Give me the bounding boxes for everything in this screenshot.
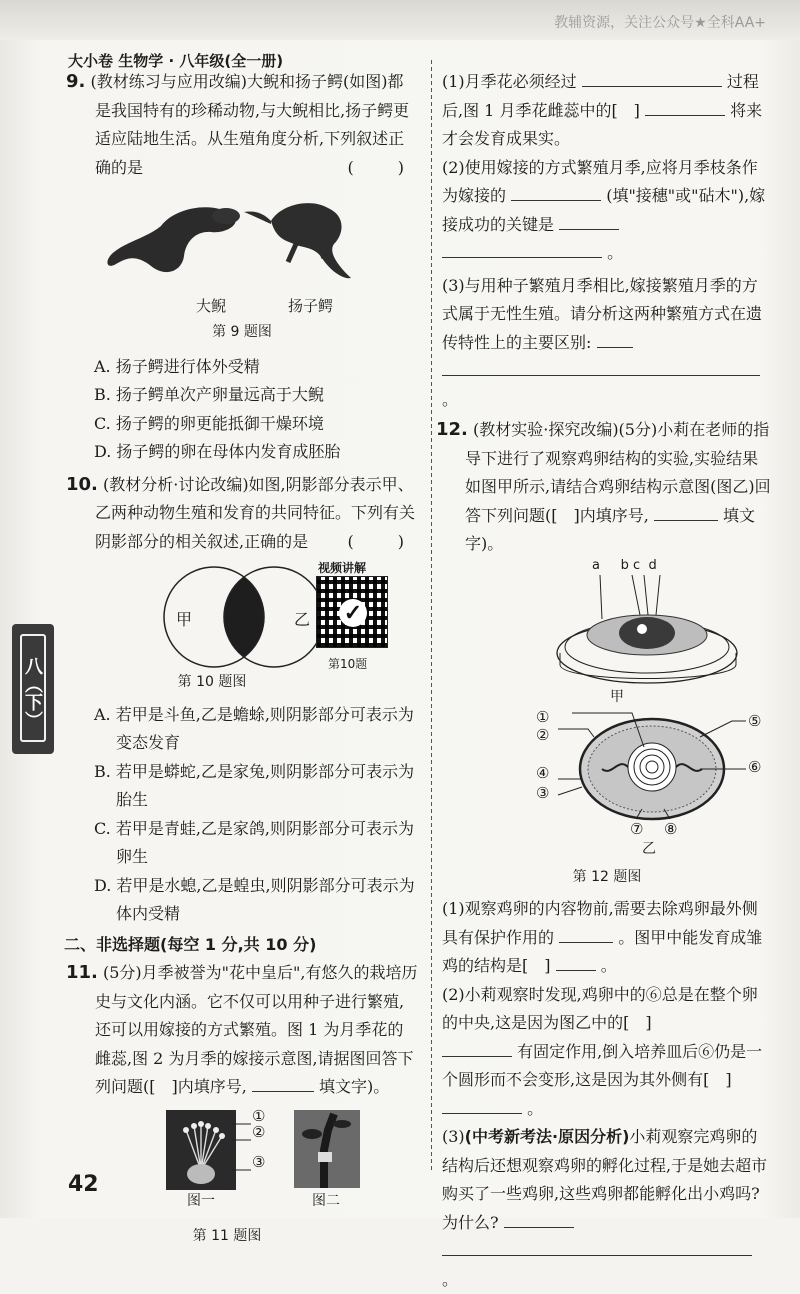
question-number: 10.: [66, 473, 98, 495]
page-number: 42: [68, 1172, 99, 1197]
answer-blank[interactable]: [442, 1039, 512, 1057]
sub-question-text: 。: [527, 1098, 544, 1118]
figure-label: 扬子鳄: [288, 297, 334, 315]
figure-label: 甲: [610, 688, 624, 705]
watermark: 教辅资源，关注公众号★全科AA+: [554, 15, 766, 31]
answer-blank[interactable]: [654, 503, 718, 521]
pistil-icon: [166, 1110, 236, 1190]
tag-label: (中考新考法·原因分析): [464, 1127, 630, 1146]
answer-bracket: ( ): [347, 531, 418, 551]
right-column: [436, 68, 772, 1294]
pistil-label-3: ③: [252, 1152, 266, 1171]
question-stem: (5分)月季被誉为"花中皇后",有悠久的栽培历史与文化内涵。它不仅可以用种子进行繁殖,还可以用嫁接的方式繁殖。图 1 为月季花的雌蕊,图 2 为月季的嫁接示意图,请据图回答下列问题([ ]内填序号,: [95, 963, 418, 1096]
figure-10: [66, 560, 418, 678]
question-11: [66, 959, 418, 1102]
answer-blank[interactable]: [442, 1238, 752, 1256]
column-divider: [431, 60, 432, 1170]
question-stem: (教材分析·讨论改编)如图,阴影部分表示甲、乙两种动物生殖和发育的共同特征。下列有关阴影部分的相关叙述,正确的是: [95, 474, 416, 551]
answer-blank[interactable]: [556, 953, 596, 971]
qr-code[interactable]: [316, 576, 388, 648]
figure-caption: 第 12 题图: [572, 868, 642, 885]
answer-blank[interactable]: [442, 1096, 522, 1114]
sub-question-text: 。图甲中能发育成雏鸡的结构是[ ]: [442, 927, 763, 975]
giant-salamander-icon: [107, 207, 240, 272]
figure-caption: 第 9 题图: [212, 324, 272, 340]
sub-question-text: (3)与用种子繁殖月季相比,嫁接繁殖月季的方式属于无性生殖。请分析这两种繁殖方式在遗传特性上的主要区别:: [442, 275, 763, 352]
figure-12-a: [442, 557, 772, 705]
label-c: c: [633, 557, 641, 573]
animals-illustration: [66, 186, 418, 296]
answer-blank[interactable]: [511, 183, 601, 201]
qr-title: 视频讲解: [318, 561, 367, 575]
question-12: [436, 416, 772, 559]
question-stem: (教材实验·探究改编)(5分)小莉在老师的指导下进行了观察鸡卵结构的实验,实验结果如图甲所示,请结合鸡卵结构示意图(图乙)回答下列问题([ ]内填序号,: [465, 420, 771, 525]
answer-blank[interactable]: [442, 240, 602, 258]
answer-blank[interactable]: [582, 69, 722, 87]
section-heading: 二、非选择题(每空 1 分,共 10 分): [64, 934, 317, 954]
question-number: 11.: [66, 962, 98, 983]
answer-blank[interactable]: [559, 925, 613, 943]
chinese-alligator-icon: [244, 203, 351, 278]
q12-sub3: [442, 1123, 772, 1294]
option-b[interactable]: B. 扬子鳄单次产卵量远高于大鲵: [94, 385, 324, 404]
book-header: 大小卷 生物学 · 八年级(全一册): [68, 52, 284, 70]
answer-bracket: ( ): [347, 157, 418, 177]
venn-label-right: 乙: [294, 610, 311, 629]
question-stem-end: 填文字)。: [319, 1077, 390, 1096]
label-b: b: [620, 557, 629, 573]
q11-sub2: [442, 154, 772, 268]
question-9: [66, 68, 418, 182]
egg-label-4: ④: [536, 763, 550, 782]
sub-question-text: (2)使用嫁接的方式繁殖月季,应将月季枝条作为嫁接的: [442, 157, 758, 205]
label-d: d: [648, 557, 657, 573]
sub-question-text: 小莉观察完鸡卵的结构后还想观察鸡卵的孵化过程,于是她去超市购买了一些鸡卵,这些鸡卵都能孵化出小鸡吗?为什么?: [442, 1127, 768, 1232]
answer-blank[interactable]: [442, 358, 760, 376]
top-bar: [0, 0, 800, 40]
sub-question-text: (2)小莉观察时发现,鸡卵中的⑥总是在整个卵的中央,这是因为图乙中的[ ]: [442, 984, 758, 1032]
figure-9: [66, 186, 418, 324]
figure-label: 乙: [642, 840, 656, 857]
question-stem-end: 填文字)。: [465, 505, 756, 553]
figure-caption: 第 10 题图: [177, 674, 247, 690]
figure-label: 图一: [187, 1192, 215, 1209]
egg-label-2: ②: [536, 725, 550, 744]
egg-label-5: ⑤: [748, 711, 762, 730]
question-stem: (教材练习与应用改编)大鲵和扬子鳄(如图)都是我国特有的珍稀动物,与大鲵相比,扬子鳄更适应陆地生活。从生殖角度分析,下列叙述正确的是: [90, 72, 410, 177]
left-column: [66, 68, 418, 1250]
question-number: 9.: [66, 71, 86, 92]
qr-caption: 第10题: [328, 657, 368, 671]
option-a[interactable]: A. 扬子鳄进行体外受精: [94, 356, 260, 376]
egg-label-8: ⑧: [664, 819, 678, 838]
figure-label: 大鲵: [196, 297, 227, 315]
venn-diagram: [144, 562, 344, 672]
egg-label-7: ⑦: [630, 819, 644, 838]
figure-caption: 第 11 题图: [192, 1227, 262, 1244]
sub-question-text: 。: [600, 956, 617, 975]
egg-top-labels: [592, 559, 657, 573]
question-number: 12.: [436, 419, 468, 440]
pistil-photo: [166, 1110, 236, 1190]
sub-question-text: (3): [442, 1127, 465, 1146]
sub-question-text: 过程后,图 1 月季花雌蕊中的[ ]: [442, 72, 759, 120]
q11-sub1: [442, 68, 772, 154]
figure-12-b: [442, 707, 772, 857]
sub-question-text: 将来才会发育成果实。: [442, 100, 763, 148]
option-d[interactable]: D. 扬子鳄的卵在母体内发育成胚胎: [94, 442, 341, 461]
answer-blank[interactable]: [252, 1074, 314, 1092]
q11-sub3: [442, 272, 772, 415]
sub-question-text: 。: [607, 243, 624, 262]
egg-label-1: ①: [536, 707, 550, 726]
answer-blank[interactable]: [597, 330, 633, 348]
q12-sub1: [442, 895, 772, 981]
grafting-icon: [294, 1110, 360, 1188]
egg-structure-diagram: [532, 707, 772, 827]
option-c[interactable]: C. 扬子鳄的卵更能抵御干燥环境: [94, 413, 324, 433]
option-a[interactable]: A. 若甲是斗鱼,乙是蟾蜍,则阴影部分可表示为变态发育: [94, 704, 414, 752]
sub-question-text: (填"接穗"或"砧木"),嫁接成功的关键是: [442, 186, 766, 234]
figure-label: 图二: [312, 1192, 340, 1209]
pistil-label-2: ②: [252, 1122, 266, 1141]
venn-label-left: 甲: [176, 610, 193, 629]
sub-question-text: (1)观察鸡卵的内容物前,需要去除鸡卵最外侧具有保护作用的: [442, 899, 758, 947]
sub-question-text: (1)月季花必须经过: [442, 72, 577, 91]
figure-11: [66, 1106, 418, 1218]
grafting-photo: [294, 1110, 360, 1188]
egg-label-6: ⑥: [748, 757, 762, 776]
checkmark-icon: ✓: [339, 599, 367, 627]
chapter-tab-label: 八（下）: [20, 634, 46, 742]
option-d[interactable]: D. 若甲是水螅,乙是蝗虫,则阴影部分可表示为体内受精: [94, 875, 415, 923]
petri-dish-egg-illustration: [552, 575, 752, 693]
option-b[interactable]: B. 若甲是蟒蛇,乙是家兔,则阴影部分可表示为胎生: [94, 761, 415, 809]
sub-question-text: 。: [442, 1269, 459, 1289]
label-a: a: [592, 557, 600, 573]
q12-sub2: [442, 981, 772, 1124]
egg-label-3: ③: [536, 783, 550, 802]
option-c[interactable]: C. 若甲是青蛙,乙是家鸽,则阴影部分可表示为卵生: [94, 818, 415, 866]
question-10: [66, 471, 418, 557]
sub-question-text: 。: [442, 389, 459, 409]
answer-blank[interactable]: [645, 98, 725, 116]
pistil-label-1: ①: [252, 1106, 266, 1125]
answer-blank[interactable]: [559, 212, 619, 230]
answer-blank[interactable]: [504, 1210, 574, 1228]
sub-question-text: 有固定作用,倒入培养皿后⑥仍是一个圆形而不会变形,这是因为其外侧有[ ]: [442, 1041, 763, 1089]
